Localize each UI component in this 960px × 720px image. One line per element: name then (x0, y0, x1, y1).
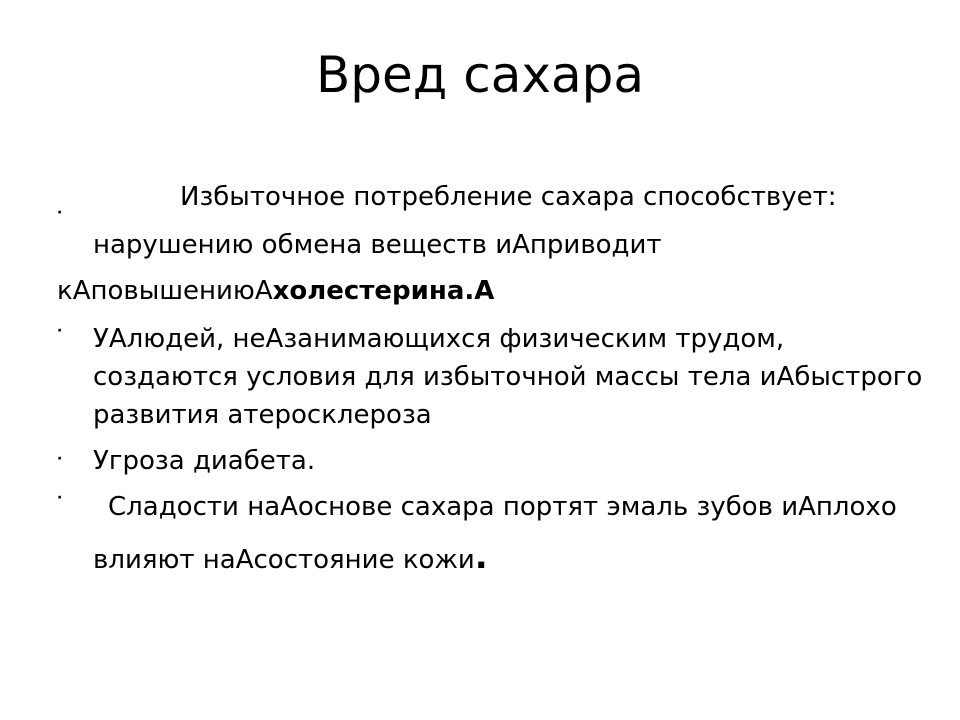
item1-line2-text: кАповышениюА (57, 276, 273, 306)
item1-line1: нарушению обмена веществ иАприводит (93, 230, 662, 260)
item3-text: Угроза диабета. (93, 446, 316, 476)
bullet-marker: · (57, 205, 63, 221)
bullet-marker: · (57, 323, 63, 339)
bullet-marker: · (57, 451, 63, 467)
intro-text: Избыточное потребление сахара способствует: (180, 182, 837, 212)
slide-title: Вред сахара (315, 46, 644, 104)
item2-line1: УАлюдей, неАзанимающихся физическим трудом, (93, 324, 785, 354)
bullet-marker: · (57, 490, 63, 506)
item2-line2: создаются условия для избыточной массы тела иАбыстрого (93, 362, 923, 392)
item4-end-dot: . (474, 537, 488, 577)
item4-line2-text: влияют наАсостояние кожи (93, 545, 475, 575)
item1-line2 (57, 274, 494, 308)
item1-bold-text: холестерина.А (272, 276, 495, 306)
item4-line2 (93, 537, 488, 577)
item4-line1: Сладости наАоснове сахара портят эмаль зубов иАплохо (108, 492, 897, 522)
item2-line3: развития атеросклероза (93, 400, 432, 430)
